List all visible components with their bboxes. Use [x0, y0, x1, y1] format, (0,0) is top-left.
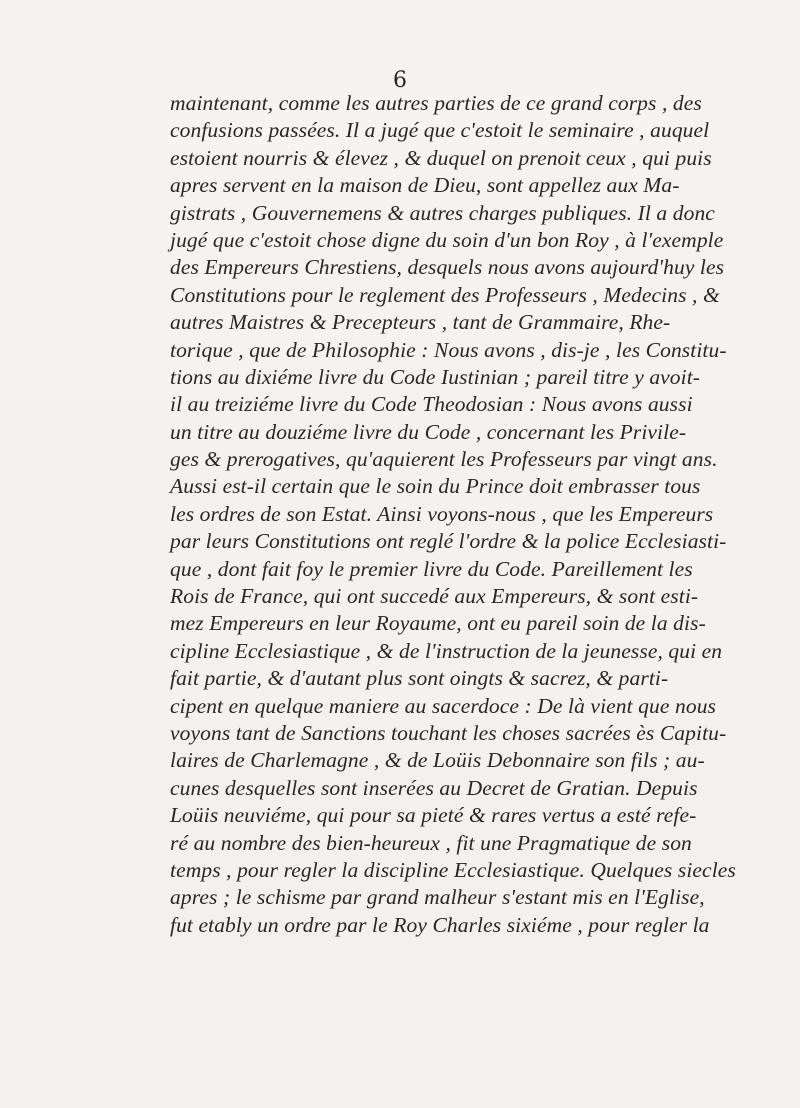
text-line: apres ; le schisme par grand malheur s'estant mis en l'Eglise, [170, 885, 705, 910]
text-line: des Empereurs Chrestiens, desquels nous avons aujourd'huy les [170, 255, 725, 280]
text-line: maintenant, comme les autres parties de ce grand corps , des [170, 91, 702, 115]
text-line: confusions passées. Il a jugé que c'estoit le seminaire , auquel [170, 118, 710, 143]
text-line: fut etably un ordre par le Roy Charles sixiéme , pour regler la [170, 912, 710, 937]
text-line: par leurs Constitutions ont reglé l'ordre & la police Ecclesiasti- [170, 529, 727, 554]
text-line: fait partie, & d'autant plus sont oingts & sacrez, & parti- [170, 666, 669, 691]
text-line: il au treiziéme livre du Code Theodosian : Nous avons aussi [170, 392, 693, 417]
text-line: ges & prerogatives, qu'aquierent les Professeurs par vingt ans. [170, 447, 718, 472]
text-line: gistrats , Gouvernemens & autres charges publiques. Il a donc [170, 200, 715, 225]
text-line: autres Maistres & Precepteurs , tant de Grammaire, Rhe- [170, 310, 671, 335]
text-line: ré au nombre des bien-heureux , fit une Pragmatique de son [170, 830, 692, 855]
text-line: un titre au douziéme livre du Code , concernant les Privile- [170, 419, 687, 444]
text-line: estoient nourris & élevez , & duquel on prenoit ceux , qui puis [170, 145, 712, 170]
text-line: apres servent en la maison de Dieu, sont appellez aux Ma- [170, 173, 680, 198]
text-line: Rois de France, qui ont succedé aux Empereurs, & sont esti- [170, 584, 699, 609]
text-line: Loüis neuviéme, qui pour sa pieté & rares vertus a esté refe- [170, 803, 697, 828]
text-line: voyons tant de Sanctions touchant les choses sacrées ès Capitu- [170, 720, 727, 745]
text-line: les ordres de son Estat. Ainsi voyons-nous , que les Empereurs [170, 501, 714, 526]
text-line: laires de Charlemagne , & de Loüis Debonnaire son fils ; au- [170, 748, 705, 773]
text-line: cipent en quelque maniere au sacerdoce : De là vient que nous [170, 693, 717, 718]
text-line: tions au dixiéme livre du Code Iustinian ; pareil titre y avoit- [170, 364, 701, 389]
text-line: Aussi est-il certain que le soin du Prince doit embrasser tous [170, 474, 701, 499]
text-line: Constitutions pour le reglement des Professeurs , Medecins , & [170, 282, 720, 307]
text-line: torique , que de Philosophie : Nous avons , dis-je , les Constitu- [170, 337, 727, 362]
text-line: jugé que c'estoit chose digne du soin d'un bon Roy , à l'exemple [170, 227, 724, 252]
text-line: que , dont fait foy le premier livre du Code. Pareillement les [170, 556, 693, 581]
text-line: mez Empereurs en leur Royaume, ont eu pareil soin de la dis- [170, 611, 706, 636]
text-line: cunes desquelles sont inserées au Decret de Gratian. Depuis [170, 775, 698, 800]
page-number: 6 [393, 68, 407, 93]
body-text [170, 90, 750, 939]
text-line: temps , pour regler la discipline Ecclesiastique. Quelques siecles [170, 857, 736, 882]
text-line: cipline Ecclesiastique , & de l'instruction de la jeunesse, qui en [170, 638, 723, 663]
